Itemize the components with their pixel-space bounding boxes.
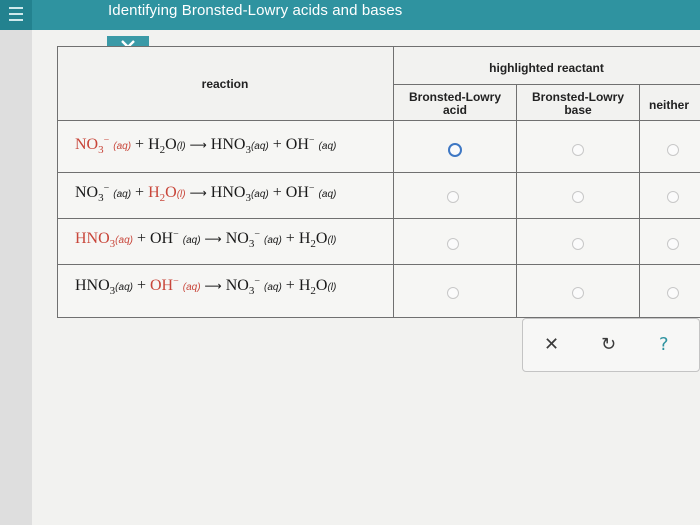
header-reaction: reaction <box>201 77 249 91</box>
subscript: 2 <box>310 238 316 250</box>
state-label: (aq) <box>182 282 201 293</box>
formula: NO <box>225 230 249 247</box>
formula: NO <box>225 277 249 294</box>
formula: O <box>165 136 177 153</box>
header-bar <box>0 0 700 30</box>
radio-row4-base[interactable] <box>572 287 584 299</box>
radio-row4-acid[interactable] <box>447 287 459 299</box>
radio-row3-neither[interactable] <box>667 238 679 250</box>
help-icon[interactable]: ? <box>659 334 669 355</box>
header-acid: Bronsted-Lowry acid <box>408 90 501 117</box>
state-label: (aq) <box>250 141 269 152</box>
formula: H <box>148 184 160 201</box>
subscript: 2 <box>159 144 166 156</box>
hamburger-menu-icon[interactable] <box>0 0 32 30</box>
formula: O <box>315 277 328 294</box>
state-label: (l) <box>327 235 337 246</box>
grid-line <box>57 218 700 219</box>
formula: H <box>298 277 311 294</box>
reaction-equation-2 <box>75 184 336 202</box>
superscript: − <box>173 229 179 240</box>
formula: OH <box>285 136 309 153</box>
action-toolbar <box>522 318 700 372</box>
header-base: Bronsted-Lowry base <box>531 90 624 117</box>
superscript: − <box>103 183 110 194</box>
state-label: (aq) <box>264 282 282 293</box>
formula: OH <box>150 277 174 294</box>
formula: HNO <box>75 230 110 247</box>
plus-sign: + <box>135 136 145 153</box>
grid-line <box>57 172 700 173</box>
subscript: 3 <box>98 192 104 204</box>
reaction-arrow: ⟶ <box>204 232 222 246</box>
radio-row1-base[interactable] <box>572 144 584 156</box>
plus-sign: + <box>285 277 295 294</box>
plus-sign: + <box>136 230 146 247</box>
subscript: 3 <box>109 285 116 297</box>
subscript: 3 <box>109 238 116 250</box>
reaction-equation-4 <box>75 277 336 295</box>
undo-icon[interactable]: ↻ <box>601 334 617 355</box>
plus-sign: + <box>135 184 145 201</box>
reactant-table <box>57 46 700 318</box>
state-label: (aq) <box>318 189 337 200</box>
subscript: 2 <box>310 285 316 297</box>
radio-row2-neither[interactable] <box>667 191 679 203</box>
plus-sign: + <box>136 277 146 294</box>
subscript: 3 <box>245 192 251 204</box>
state-label: (l) <box>176 189 186 200</box>
reaction-arrow: ⟶ <box>204 279 222 293</box>
reaction-arrow: ⟶ <box>189 138 207 152</box>
state-label: (aq) <box>113 189 132 200</box>
formula: NO <box>75 136 99 153</box>
subscript: 3 <box>248 238 255 250</box>
plus-sign: + <box>272 184 282 201</box>
superscript: − <box>254 229 260 240</box>
state-label: (aq) <box>182 235 201 246</box>
left-rail <box>0 30 32 525</box>
header-highlighted-reactant: highlighted reactant <box>489 61 604 75</box>
superscript: − <box>308 183 315 194</box>
formula: HNO <box>210 184 246 201</box>
subscript: 3 <box>98 144 104 156</box>
state-label: (aq) <box>115 235 133 246</box>
reaction-equation-3 <box>75 230 336 248</box>
superscript: − <box>308 135 315 146</box>
radio-row2-acid[interactable] <box>447 191 459 203</box>
page-title: Identifying Bronsted-Lowry acids and bases <box>108 2 403 19</box>
radio-row1-neither[interactable] <box>667 144 679 156</box>
formula: O <box>165 184 177 201</box>
formula: O <box>315 230 328 247</box>
superscript: − <box>103 135 110 146</box>
formula: OH <box>150 230 174 247</box>
radio-row3-acid[interactable] <box>447 238 459 250</box>
superscript: − <box>254 276 260 287</box>
formula: HNO <box>75 277 110 294</box>
radio-row2-base[interactable] <box>572 191 584 203</box>
plus-sign: + <box>272 136 282 153</box>
state-label: (aq) <box>250 189 269 200</box>
grid-line <box>516 84 517 318</box>
radio-row4-neither[interactable] <box>667 287 679 299</box>
reaction-equation-1 <box>75 136 336 154</box>
grid-line <box>57 46 700 47</box>
state-label: (aq) <box>264 235 282 246</box>
state-label: (aq) <box>113 141 132 152</box>
plus-sign: + <box>285 230 295 247</box>
grid-line <box>639 84 640 318</box>
state-label: (aq) <box>115 282 133 293</box>
state-label: (l) <box>176 141 186 152</box>
grid-line <box>57 264 700 265</box>
radio-row3-base[interactable] <box>572 238 584 250</box>
formula: NO <box>75 184 99 201</box>
grid-line <box>57 120 700 121</box>
formula: H <box>148 136 160 153</box>
subscript: 3 <box>245 144 251 156</box>
reaction-arrow: ⟶ <box>189 186 207 200</box>
formula: H <box>298 230 311 247</box>
state-label: (l) <box>327 282 337 293</box>
subscript: 2 <box>159 192 166 204</box>
state-label: (aq) <box>318 141 337 152</box>
grid-line <box>393 84 700 85</box>
formula: HNO <box>210 136 246 153</box>
radio-row1-acid[interactable] <box>448 143 462 157</box>
superscript: − <box>173 276 179 287</box>
header-neither: neither <box>649 98 690 112</box>
close-icon[interactable]: ✕ <box>544 334 560 355</box>
formula: OH <box>285 184 309 201</box>
grid-line <box>393 46 394 318</box>
subscript: 3 <box>248 285 255 297</box>
